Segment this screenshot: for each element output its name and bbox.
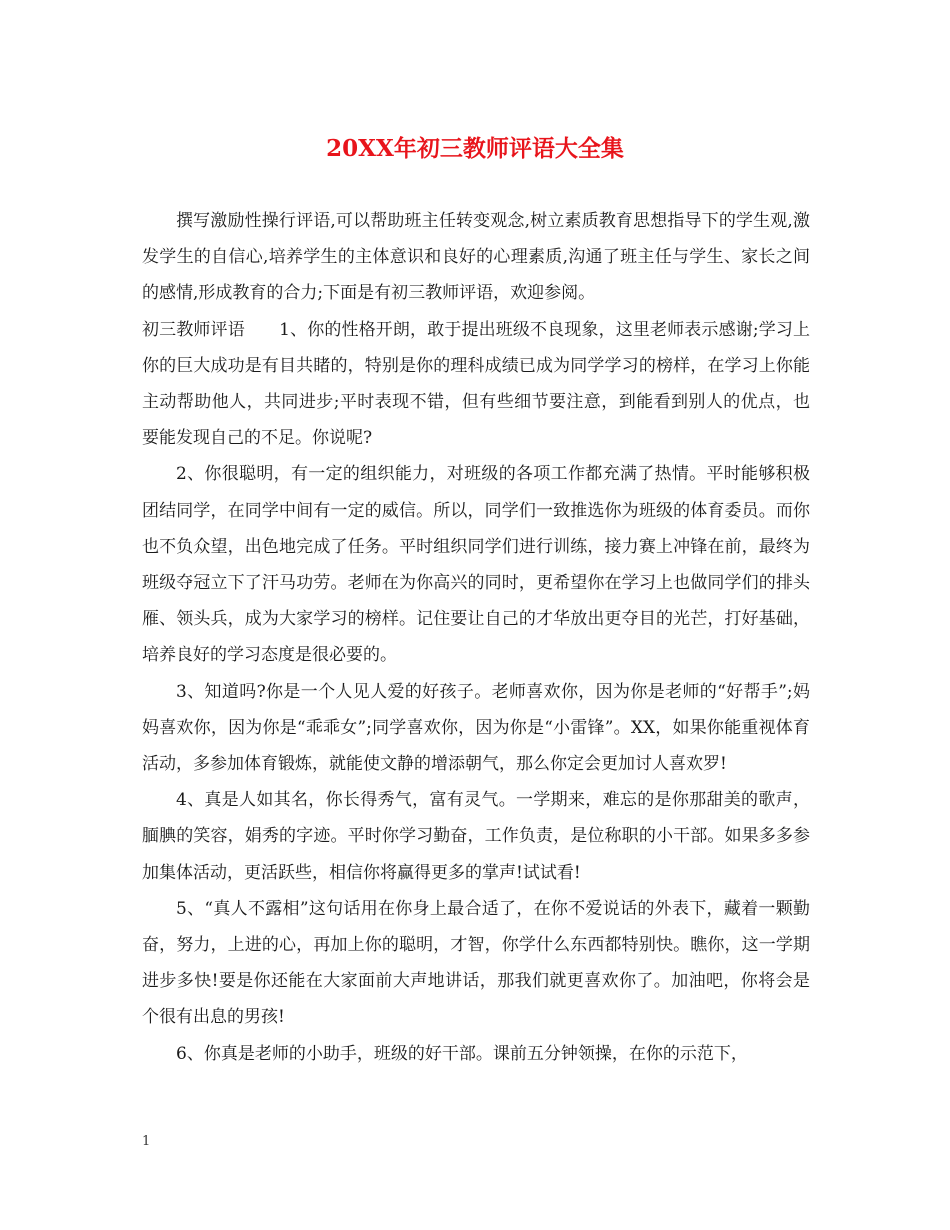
document-body <box>142 203 810 1072</box>
intro-paragraph: 撰写激励性操行评语,可以帮助班主任转变观念,树立素质教育思想指导下的学生观,激发学生的自信心,培养学生的主体意识和良好的心理素质,沟通了班主任与学生、家长之间的感情,形成教育的合力;下面是有初三教师评语，欢迎参阅。 <box>142 211 810 304</box>
comment-paragraph-2: 2、你很聪明，有一定的组织能力，对班级的各项工作都充满了热情。平时能够积极团结同学，在同学中间有一定的威信。所以，同学们一致推选你为班级的体育委员。而你也不负众望，出色地完成了任务。平时组织同学们进行训练，接力赛上冲锋在前，最终为班级夺冠立下了汗马功劳。老师在为你高兴的同时，更希望你在学习上也做同学们的排头雁、领头兵，成为大家学习的榜样。记住要让自己的才华放出更夺目的光芒，打好基础，培养良好的学习态度是很必要的。 <box>142 464 810 666</box>
comment-paragraph-4: 4、真是人如其名，你长得秀气，富有灵气。一学期来，难忘的是你那甜美的歌声，腼腆的笑容，娟秀的字迹。平时你学习勤奋，工作负责，是位称职的小干部。如果多多参加集体活动，更活跃些，相信你将赢得更多的掌声!试试看! <box>142 790 810 883</box>
page-number: 1 <box>142 1134 151 1149</box>
comment-paragraph-3: 3、知道吗?你是一个人见人爱的好孩子。老师喜欢你，因为你是老师的“好帮手”;妈妈喜欢你，因为你是“乖乖女”;同学喜欢你，因为你是“小雷锋”。XX，如果你能重视体育活动，多参加体育锻炼，就能使文静的增添朝气，那么你定会更加讨人喜欢罗! <box>142 681 810 775</box>
document-title: 20XX年初三教师评语大全集 <box>326 135 624 162</box>
comment-paragraph-1: 初三教师评语 1、你的性格开朗，敢于提出班级不良现象，这里老师表示感谢;学习上你的巨大成功是有目共睹的，特别是你的理科成绩已成为同学学习的榜样，在学习上你能主动帮助他人，共同进步;平时表现不错，但有些细节要注意，到能看到别人的优点，也要能发现自己的不足。你说呢? <box>142 319 810 449</box>
comment-paragraph-6: 6、你真是老师的小助手，班级的好干部。课前五分钟领操，在你的示范下， <box>176 1043 748 1064</box>
comment-paragraph-5: 5、“真人不露相”这句话用在你身上最合适了，在你不爱说话的外表下，藏着一颗勤奋，努力，上进的心，再加上你的聪明，才智，你学什么东西都特别快。瞧你，这一学期进步多快!要是你还能在大家面前大声地讲话，那我们就更喜欢你了。加油吧，你将会是个很有出息的男孩! <box>142 898 810 1028</box>
